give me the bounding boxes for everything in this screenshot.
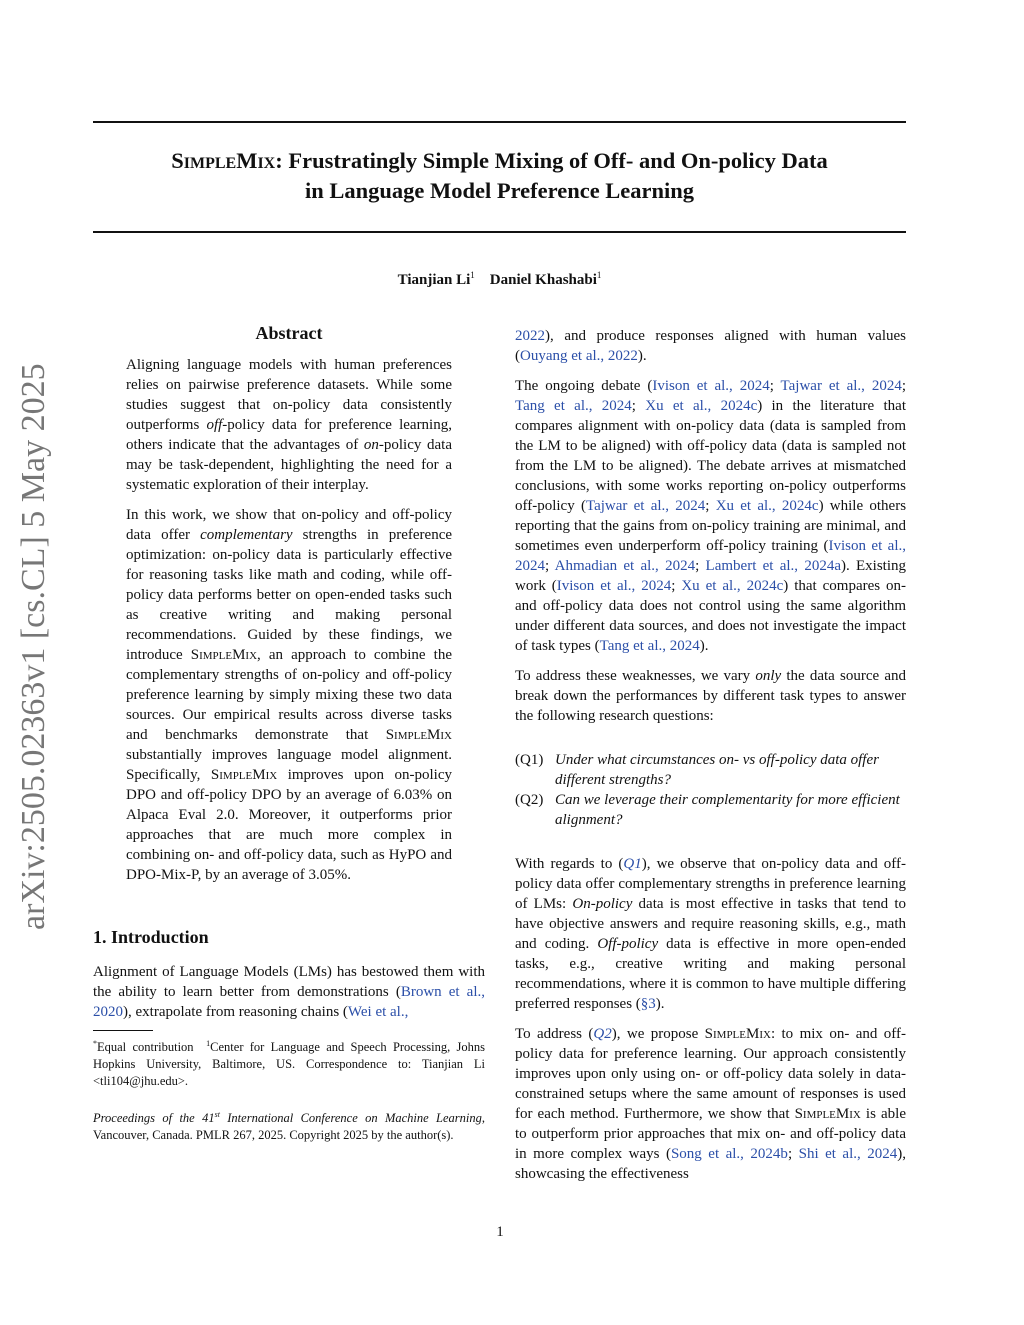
author-name: Daniel Khashabi <box>489 272 597 288</box>
body-paragraph: To address these weaknesses, we vary only the data source and break down the performances by different task types to answer the following research questions: <box>515 668 906 724</box>
citation-link[interactable]: Song et al., 2024b <box>670 1146 788 1162</box>
title-line2: in Language Model Preference Learning <box>304 178 695 203</box>
citation-link[interactable]: Ahmadian et al., 2024 <box>554 558 696 574</box>
research-question: (Q2) Can we leverage their complementarity for more efficient alignment? <box>515 792 900 828</box>
section-heading-introduction: 1. Introduction <box>93 927 209 947</box>
citation-link[interactable]: Xu et al., 2024c <box>645 398 758 414</box>
citation-link[interactable]: Tang et al., 2024 <box>599 638 700 654</box>
crossref-link[interactable]: §3 <box>640 996 656 1012</box>
citation-link[interactable]: Shi et al., 2024 <box>798 1146 898 1162</box>
citation-link[interactable]: Tajwar et al., 2024 <box>585 498 706 514</box>
right-column <box>515 326 906 1194</box>
paper-title <box>93 146 906 206</box>
citation-link[interactable]: Ivison et al., 2024 <box>515 538 907 574</box>
body-paragraph: The ongoing debate (Ivison et al., 2024; Tajwar et al., 2024; Tang et al., 2024; Xu et al., 2024c) in the literature that compares alignment with on-policy data (data is sampled from the LM to be aligned) with off-policy data (data is sampled not from the LM to be aligned). The debate arrives at mismatched conclusions, with some works reporting on-policy outperforms off-policy (Tajwar et al., 2024; Xu et al., 2024c) while others reporting that the gains from on-policy training are minimal, and sometimes even underperform off-policy training (Ivison et al., 2024; Ahmadian et al., 2024; Lambert et al., 2024a). Existing work (Ivison et al., 2024; Xu et al., 2024c) that compares on- and off-policy data does not control using the same algorithm under different data sources, and does not investigate the impact of task types (Tang et al., 2024). <box>515 378 907 654</box>
citation-link[interactable]: Ouyang et al., 2022 <box>520 348 638 364</box>
method-name: SimpleMix <box>171 148 276 173</box>
citation-link[interactable]: Tang et al., 2024 <box>515 398 632 414</box>
citation-link[interactable]: Lambert et al., 2024a <box>705 558 841 574</box>
page-number: 1 <box>496 1224 504 1240</box>
abstract-paragraph: Aligning language models with human preferences relies on pairwise preference datasets. While some studies suggest that on-policy data consistently outperforms off-policy data for preference learning, others indicate that the advantages of on-policy data may be task-dependent, highlighting the need for a systematic exploration of their interplay. <box>126 357 452 493</box>
footnote-rule <box>93 1030 153 1031</box>
title-line1: : Frustratingly Simple Mixing of Off- and On-policy Data <box>275 148 828 173</box>
author-affil: 1 <box>470 270 475 280</box>
author-name: Tianjian Li <box>397 272 471 288</box>
title-rule-bottom <box>93 231 906 233</box>
body-paragraph: 2022), and produce responses aligned with human values (Ouyang et al., 2022). <box>515 328 906 364</box>
body-paragraph: To address (Q2), we propose SimpleMix: to mix on- and off-policy data for preference learning. Our approach consistently improves upon only using on- or off-policy data solely in data-constrained setups where the same amount of responses is used for each method. Furthermore, we show that SimpleMix is able to outperform prior approaches that mix on- and off-policy data in more complex ways (Song et al., 2024b; Shi et al., 2024), showcasing the effectiveness <box>515 1026 907 1182</box>
citation-link[interactable]: Xu et al., 2024c <box>715 498 819 514</box>
abstract-paragraph: In this work, we show that on-policy and off-policy data offer complementary strengths in preference optimization: on-policy data is particularly effective for reasoning tasks like math and coding, while off-policy data performs better on open-ended tasks such as creative writing and making personal recommendations. Guided by these findings, we introduce SimpleMix, an approach to combine the complementary strengths of on-policy and off-policy preference learning by simply mixing these two data sources. Our empirical results across diverse tasks and benchmarks demonstrate that SimpleMix substantially improves language model alignment. Specifically, SimpleMix improves upon on-policy DPO and off-policy DPO by an average of 6.03% on Alpaca Eval 2.0. Moreover, it outperforms prior approaches that are much more complex in combining on- and off-policy data, such as HyPO and DPO-Mix-P, by an average of 3.05%. <box>126 507 453 883</box>
abstract-heading: Abstract <box>255 323 323 343</box>
body-paragraph: With regards to (Q1), we observe that on-policy data and off-policy data offer complementary strengths in preference learning of LMs: On-policy data is most effective in tasks that tend to have objective answers and require reasoning skills, e.g., math and coding. Off-policy data is effective in more open-ended tasks, e.g., creative writing and making personal recommendations, where it is common to have multiple differing preferred responses (§3). <box>515 856 907 1012</box>
abstract <box>126 321 452 885</box>
research-questions <box>515 750 906 830</box>
citation-link[interactable]: 2022 <box>515 328 545 344</box>
citation-link[interactable]: Brown et al., 2020 <box>93 984 485 1020</box>
citation-link[interactable]: Xu et al., 2024c <box>681 578 784 594</box>
citation-link[interactable]: Tajwar et al., 2024 <box>780 378 902 394</box>
footnote-proceedings: Proceedings of the 41st International Conference on Machine Learning, Vancouver, Canada. PMLR 267, 2025. Copyright 2025 by the author(s). <box>93 1110 485 1143</box>
citation-link[interactable]: Ivison et al., 2024 <box>652 378 770 394</box>
research-question: (Q1) Under what circumstances on- vs off-policy data offer different strengths? <box>515 752 879 788</box>
arxiv-sidebar-id: arXiv:2505.02363v1 [cs.CL] 5 May 2025 <box>15 363 52 930</box>
left-column <box>93 321 485 1144</box>
intro-paragraph: Alignment of Language Models (LMs) has bestowed them with the ability to learn better from demonstrations (Brown et al., 2020), extrapolate from reasoning chains (Wei et al., <box>93 964 485 1020</box>
title-rule-top <box>93 121 906 123</box>
author-list <box>93 265 906 290</box>
crossref-link[interactable]: Q1 <box>623 856 642 872</box>
footnote-affiliation: *Equal contribution $^1$Center for Language and Speech Processing, Johns Hopkins University, Baltimore, US. Correspondence to: Tianjian Li <tli104@jhu.edu>. <box>93 1039 486 1089</box>
author-affil: 1 <box>596 270 602 280</box>
crossref-link[interactable]: Q2 <box>593 1026 612 1042</box>
citation-link[interactable]: Ivison et al., 2024 <box>556 578 672 594</box>
citation-link[interactable]: Wei et al., <box>347 1004 409 1020</box>
